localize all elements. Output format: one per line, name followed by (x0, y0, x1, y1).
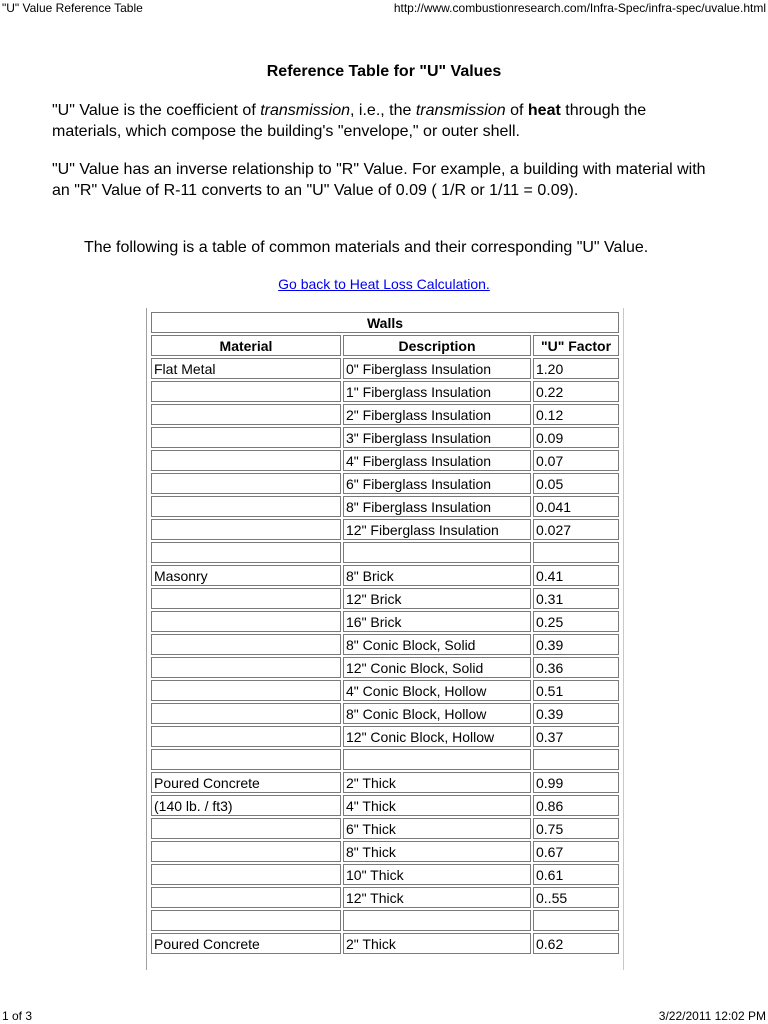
cell-material: Poured Concrete (151, 933, 341, 954)
cell-description: 10" Thick (343, 864, 531, 885)
cell-material (151, 473, 341, 494)
cell-u-factor (533, 910, 619, 931)
table-section-title: Walls (151, 312, 619, 333)
cell-description: 1" Fiberglass Insulation (343, 381, 531, 402)
cell-description (343, 910, 531, 931)
cell-u-factor (533, 542, 619, 563)
header-url: http://www.combustionresearch.com/Infra-Spec/infra-spec/uvalue.html (393, 1, 766, 15)
cell-material: Poured Concrete (151, 772, 341, 793)
table-row (151, 841, 619, 862)
cell-material (151, 381, 341, 402)
intro-text: "U" Value is the coefficient of (52, 102, 261, 119)
column-header-description: Description (343, 335, 531, 356)
header-page-title: "U" Value Reference Table (2, 1, 143, 15)
cell-u-factor: 0.37 (533, 726, 619, 747)
cell-description: 8" Conic Block, Hollow (343, 703, 531, 724)
cell-material (151, 519, 341, 540)
cell-u-factor: 0.041 (533, 496, 619, 517)
intro-emphasis: transmission (260, 102, 351, 119)
cell-u-factor: 0.41 (533, 565, 619, 586)
cell-description: 6" Thick (343, 818, 531, 839)
cell-material (151, 427, 341, 448)
table-row (151, 818, 619, 839)
footer-datetime: 3/22/2011 12:02 PM (658, 1009, 766, 1023)
table-row (151, 496, 619, 517)
cell-u-factor: 0.99 (533, 772, 619, 793)
table-row (151, 634, 619, 655)
cell-description: 8" Brick (343, 565, 531, 586)
cell-material (151, 864, 341, 885)
cell-description: 12" Fiberglass Insulation (343, 519, 531, 540)
cell-material: (140 lb. / ft3) (151, 795, 341, 816)
table-row (151, 358, 619, 379)
table-row (151, 933, 619, 954)
table-row (151, 795, 619, 816)
cell-material (151, 404, 341, 425)
cell-u-factor: 0.62 (533, 933, 619, 954)
cell-description: 3" Fiberglass Insulation (343, 427, 531, 448)
u-value-table-container (146, 308, 624, 970)
table-row (151, 473, 619, 494)
intro-strong: heat (527, 102, 561, 119)
table-row (151, 404, 619, 425)
table-row (151, 910, 619, 931)
cell-description: 12" Conic Block, Hollow (343, 726, 531, 747)
cell-material: Masonry (151, 565, 341, 586)
cell-description: 6" Fiberglass Insulation (343, 473, 531, 494)
cell-description: 2" Fiberglass Insulation (343, 404, 531, 425)
table-row (151, 588, 619, 609)
cell-description: 4" Conic Block, Hollow (343, 680, 531, 701)
table-row (151, 864, 619, 885)
cell-material (151, 726, 341, 747)
cell-u-factor: 1.20 (533, 358, 619, 379)
table-body (151, 358, 619, 954)
cell-u-factor: 0.75 (533, 818, 619, 839)
cell-material (151, 818, 341, 839)
intro-text: , i.e., the (350, 102, 416, 119)
cell-material (151, 910, 341, 931)
cell-description: 4" Thick (343, 795, 531, 816)
cell-description: 8" Thick (343, 841, 531, 862)
back-link-container (0, 275, 768, 293)
table-row (151, 542, 619, 563)
cell-description: 12" Thick (343, 887, 531, 908)
cell-material (151, 611, 341, 632)
back-to-heat-loss-link[interactable]: Go back to Heat Loss Calculation. (278, 276, 490, 292)
table-row (151, 887, 619, 908)
cell-material (151, 634, 341, 655)
cell-u-factor: 0.61 (533, 864, 619, 885)
cell-u-factor: 0.31 (533, 588, 619, 609)
cell-description (343, 542, 531, 563)
cell-u-factor: 0.36 (533, 657, 619, 678)
table-row (151, 680, 619, 701)
intro-paragraph-table-lead: The following is a table of common materials and their corresponding "U" Value. (84, 239, 649, 256)
cell-u-factor: 0.22 (533, 381, 619, 402)
cell-material (151, 542, 341, 563)
table-row (151, 772, 619, 793)
cell-description: 4" Fiberglass Insulation (343, 450, 531, 471)
cell-description: 8" Conic Block, Solid (343, 634, 531, 655)
cell-material (151, 749, 341, 770)
cell-u-factor: 0.05 (533, 473, 619, 494)
cell-description (343, 749, 531, 770)
cell-description: 8" Fiberglass Insulation (343, 496, 531, 517)
cell-u-factor: 0..55 (533, 887, 619, 908)
table-row (151, 726, 619, 747)
cell-u-factor: 0.86 (533, 795, 619, 816)
cell-material (151, 703, 341, 724)
cell-material (151, 450, 341, 471)
table-row (151, 519, 619, 540)
cell-u-factor: 0.51 (533, 680, 619, 701)
column-header-u-factor: "U" Factor (533, 335, 619, 356)
cell-u-factor: 0.39 (533, 703, 619, 724)
cell-u-factor: 0.07 (533, 450, 619, 471)
cell-material (151, 588, 341, 609)
table-row (151, 703, 619, 724)
cell-u-factor (533, 749, 619, 770)
cell-material (151, 887, 341, 908)
intro-text: of (505, 102, 528, 119)
cell-description: 0" Fiberglass Insulation (343, 358, 531, 379)
cell-material (151, 657, 341, 678)
footer-page-count: 1 of 3 (2, 1009, 33, 1023)
page-title: Reference Table for "U" Values (266, 63, 502, 80)
cell-material: Flat Metal (151, 358, 341, 379)
cell-material (151, 496, 341, 517)
u-value-table (149, 310, 621, 956)
cell-description: 12" Brick (343, 588, 531, 609)
table-row (151, 381, 619, 402)
cell-description: 2" Thick (343, 933, 531, 954)
cell-description: 16" Brick (343, 611, 531, 632)
print-footer (0, 1008, 768, 1024)
column-header-material: Material (151, 335, 341, 356)
cell-u-factor: 0.09 (533, 427, 619, 448)
intro-paragraph-definition (52, 100, 717, 142)
cell-u-factor: 0.67 (533, 841, 619, 862)
table-header-row (151, 335, 619, 356)
cell-u-factor: 0.25 (533, 611, 619, 632)
cell-description: 2" Thick (343, 772, 531, 793)
table-row (151, 427, 619, 448)
intro-emphasis: transmission (415, 102, 506, 119)
table-row (151, 450, 619, 471)
cell-description: 12" Conic Block, Solid (343, 657, 531, 678)
cell-material (151, 680, 341, 701)
intro-text: through the materials, which compose the building's "envelope," or outer shell. (52, 102, 647, 140)
cell-u-factor: 0.12 (533, 404, 619, 425)
cell-u-factor: 0.027 (533, 519, 619, 540)
table-row (151, 611, 619, 632)
cell-material (151, 841, 341, 862)
table-section-row (151, 312, 619, 333)
print-header (0, 0, 768, 16)
cell-u-factor: 0.39 (533, 634, 619, 655)
table-row (151, 749, 619, 770)
intro-paragraph-inverse: "U" Value has an inverse relationship to "R" Value. For example, a building with material with an "R" Value of R-11 converts to an "U" Value of 0.09 ( 1/R or 1/11 = 0.09). (52, 161, 706, 199)
table-row (151, 565, 619, 586)
table-row (151, 657, 619, 678)
